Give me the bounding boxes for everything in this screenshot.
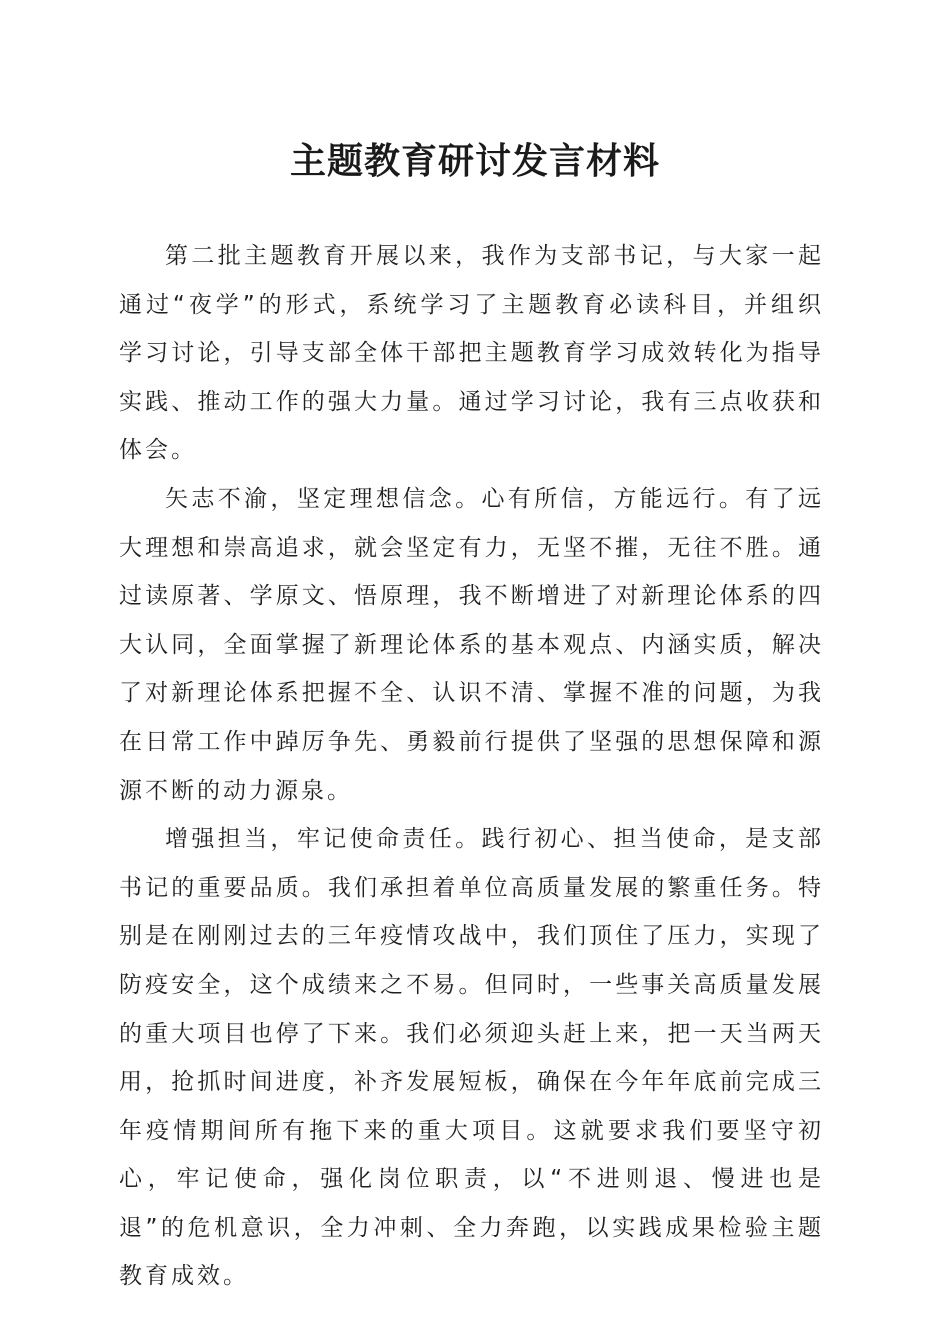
document-body xyxy=(119,232,824,1301)
document-title: 主题教育研讨发言材料 xyxy=(289,140,660,182)
paragraph-intro: 第二批主题教育开展以来，我作为支部书记，与大家一起通过“夜学”的形式，系统学习了主题教育必读科目，并组织学习讨论，引导支部全体干部把主题教育学习成效转化为指导实践、推动工作的强大力量。通过学习讨论，我有三点收获和体会。 xyxy=(119,243,824,464)
paragraph-responsibility: 增强担当，牢记使命责任。践行初心、担当使命，是支部书记的重要品质。我们承担着单位高质量发展的繁重任务。特别是在刚刚过去的三年疫情攻战中，我们顶住了压力，实现了防疫安全，这个成绩来之不易。但同时，一些事关高质量发展的重大项目也停了下来。我们必须迎头赶上来，把一天当两天用，抢抓时间进度，补齐发展短板，确保在今年年底前完成三年疫情期间所有拖下来的重大项目。这就要求我们要坚守初心，牢记使命，强化岗位职责，以“不进则退、慢进也是退”的危机意识，全力冲刺、全力奔跑，以实践成果检验主题教育成效。 xyxy=(119,826,824,1290)
paragraph-ideals: 矢志不渝，坚定理想信念。心有所信，方能远行。有了远大理想和崇高追求，就会坚定有力，无坚不摧，无往不胜。通过读原著、学原文、悟原理，我不断增进了对新理论体系的四大认同，全面掌握了新理论体系的基本观点、内涵实质，解决了对新理论体系把握不全、认识不清、掌握不准的问题，为我在日常工作中踔厉争先、勇毅前行提供了坚强的思想保障和源源不断的动力源泉。 xyxy=(119,485,824,804)
